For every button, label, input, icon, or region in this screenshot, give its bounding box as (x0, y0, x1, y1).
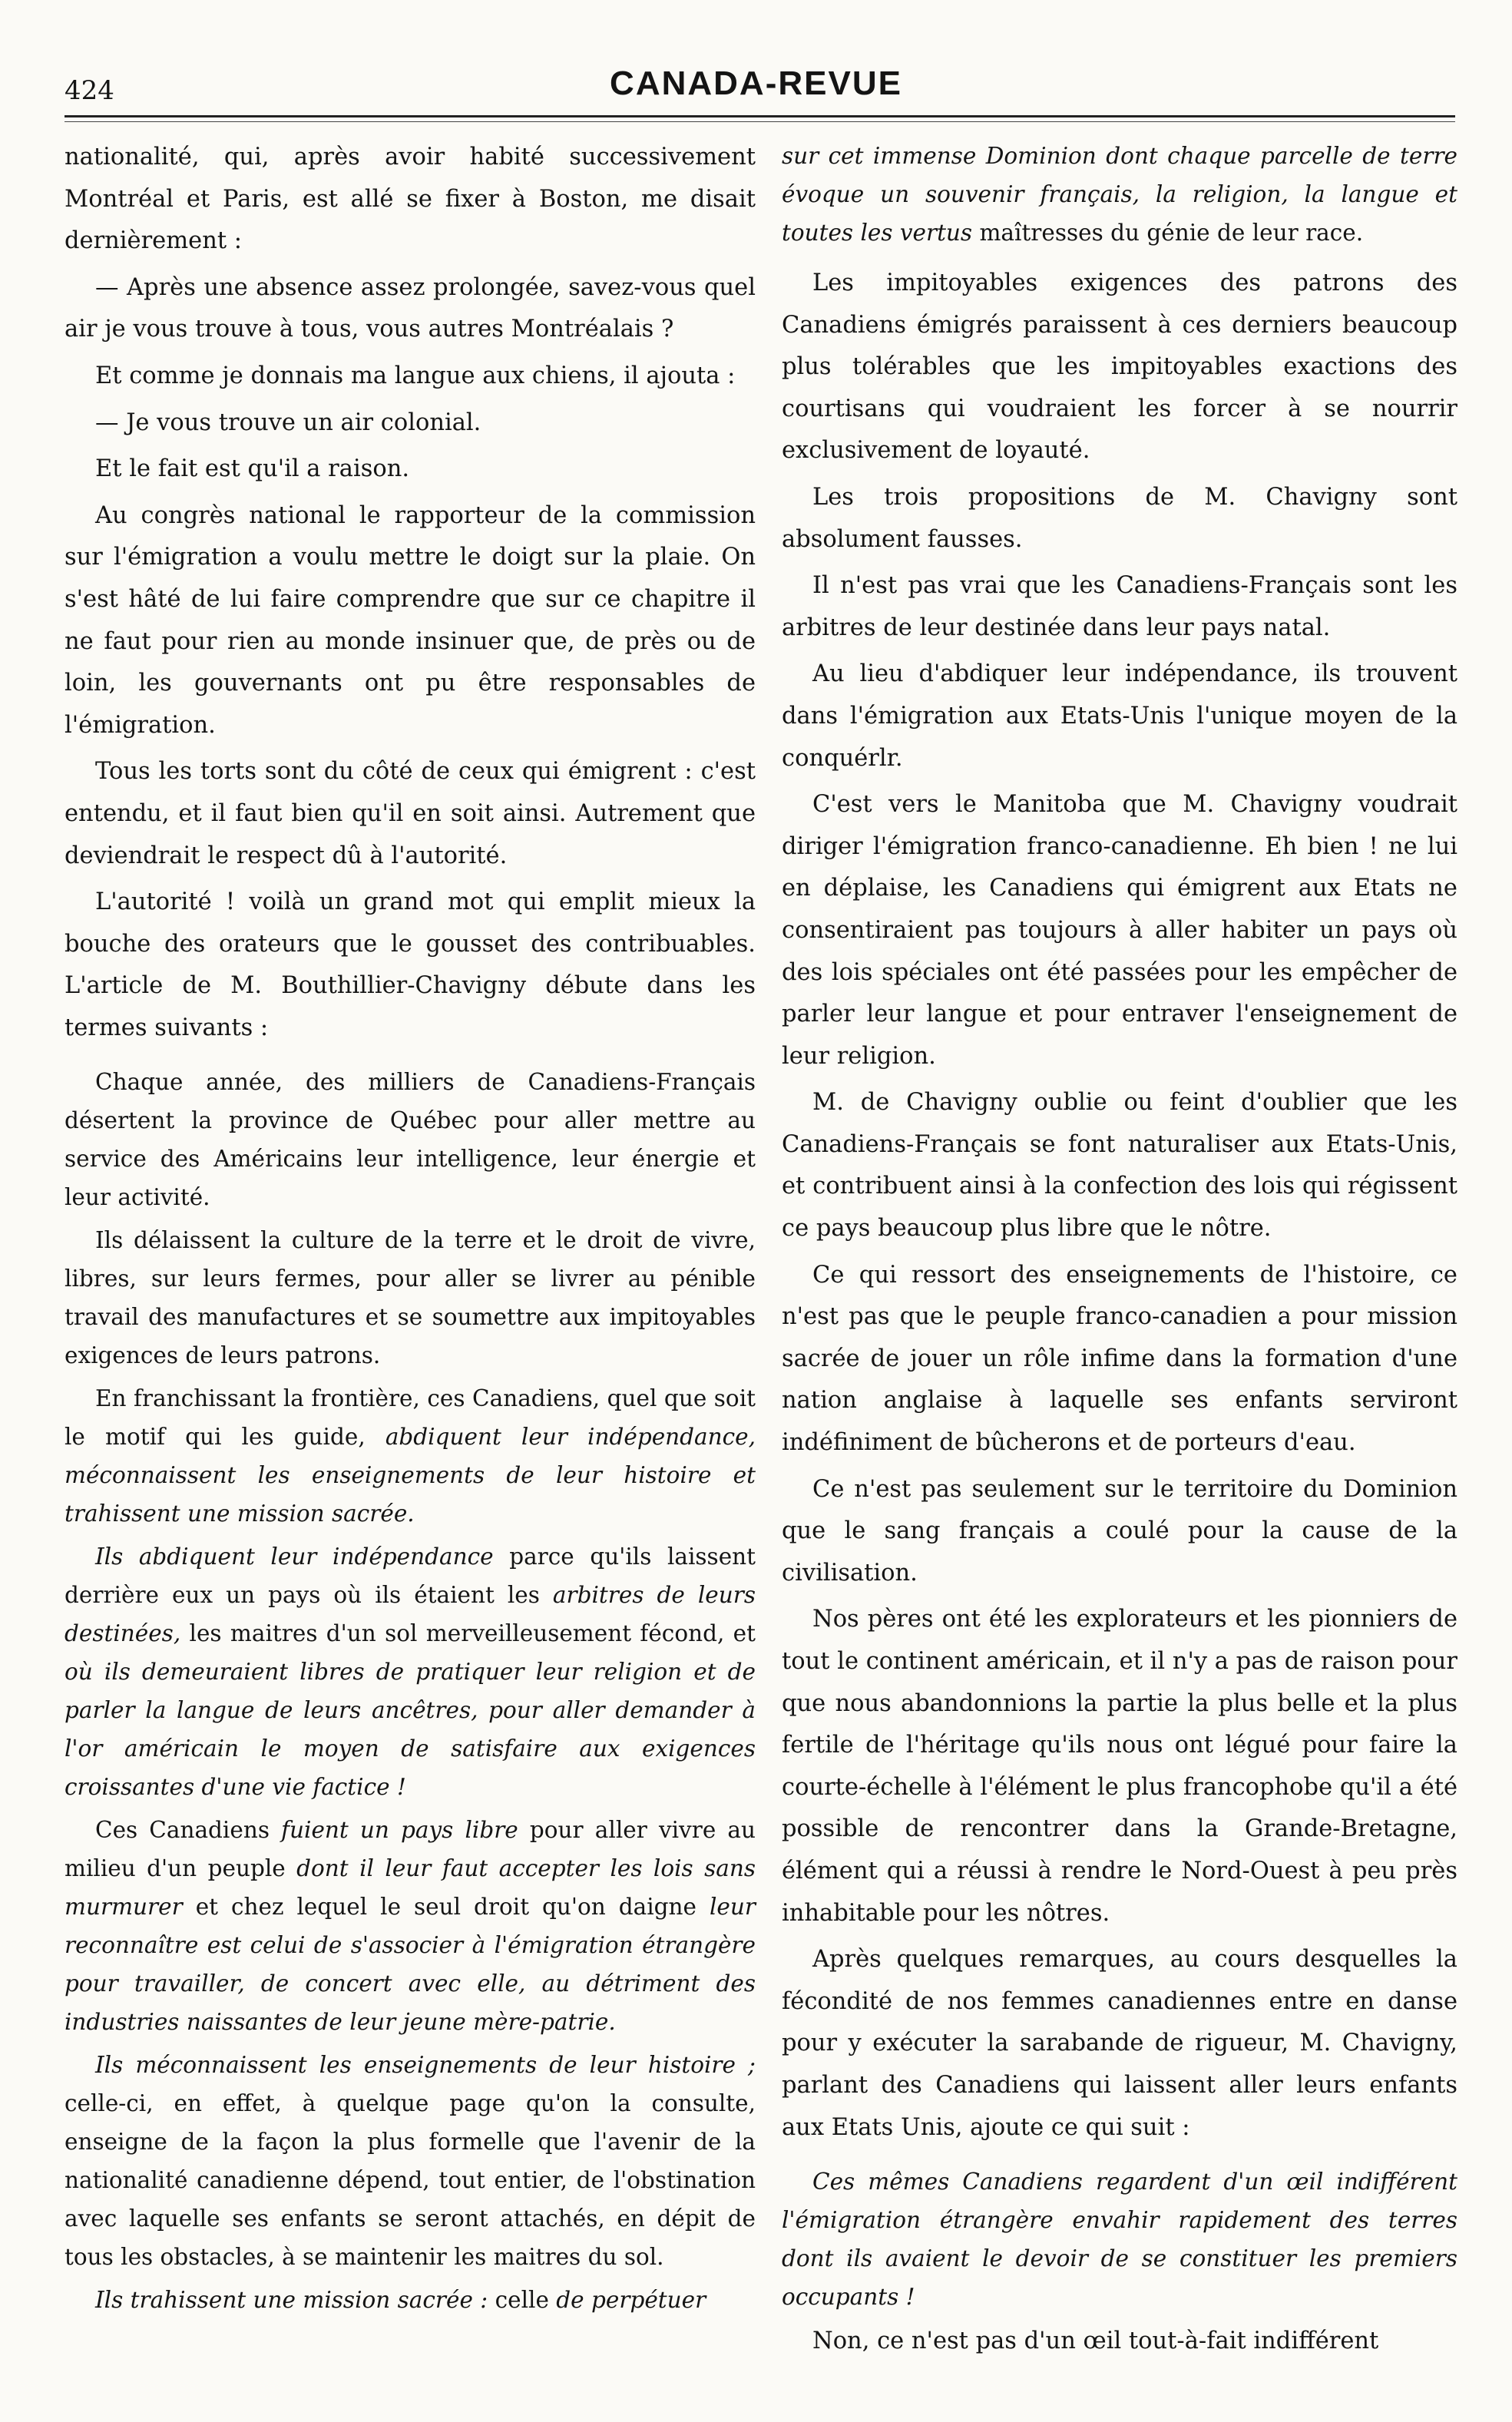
quote-italic: fuient un pays libre (281, 1817, 518, 1844)
quote-italic: dont il leur faut accepter les lois sans murmurer (65, 1855, 756, 1921)
page-number: 424 (65, 75, 114, 106)
quote-text: celle-ci, en effet, à quelque page qu'on la consulte, enseigne de la façon la plus formelle que l'avenir de la nationalité canadienne dépend, tout entier, de l'obstination avec laquelle ses enfants se seront attachés, en dépit de tous les obstacles, à se maintenir les maitres du sol. (65, 2090, 756, 2271)
paragraph: M. de Chavigny oublie ou feint d'oublier que les Canadiens-Français se font naturaliser aux Etats-Unis, et contribuent ainsi à la confection des lois qui régissent ce pays beaucoup plus libre que le nôtre. (782, 1089, 1457, 1242)
paragraph: — Je vous trouve un air colonial. (95, 409, 481, 436)
header-rule-thin (65, 121, 1455, 122)
paragraph: nationalité, qui, après avoir habité successivement Montréal et Paris, est allé se fixer à Boston, me disait dernièrement : (65, 144, 756, 255)
quote-italic: leur reconnaître est celui de s'associer à l'émigration étrangère pour travailler, de concert avec elle, au détriment des industries naissantes de leur jeune mère-patrie. (65, 1894, 756, 2036)
paragraph: Après quelques remarques, au cours desquelles la fécondité de nos femmes canadiennes entre en danse pour y exécuter la sarabande de rigueur, M. Chavigny, parlant des Canadiens qui laissent aller leurs enfants aux Etats Unis, ajoute ce qui suit : (782, 1946, 1457, 2141)
left-column (65, 137, 756, 2324)
header-rule (65, 115, 1455, 117)
right-column (782, 137, 1457, 2367)
paragraph: L'autorité ! voilà un grand mot qui emplit mieux la bouche des orateurs que le gousset des contribuables. L'article de M. Bouthillier-Chavigny débute dans les termes suivants : (65, 888, 756, 1041)
quote-paragraph: Ils délaissent la culture de la terre et le droit de vivre, libres, sur leurs fermes, pour aller se livrer au pénible travail des manufactures et se soumettre aux impitoyables exigences de leurs patrons. (65, 1227, 756, 1369)
quote-paragraph (65, 2281, 756, 2319)
quote-italic: abdiquent leur indépendance, méconnaissent les enseignements de leur histoire et trahissent une mission sacrée. (65, 1424, 756, 1527)
quote-text: parce qu'ils laissent derrière eux un pays où ils étaient les (65, 1544, 756, 1609)
paragraph: Tous les torts sont du côté de ceux qui émigrent : c'est entendu, et il faut bien qu'il en soit ainsi. Autrement que deviendrait le respect dû à l'autorité. (65, 758, 756, 869)
paragraph: Il n'est pas vrai que les Canadiens-Français sont les arbitres de leur destinée dans leur pays natal. (782, 572, 1457, 641)
quote-italic: arbitres de leurs destinées, (65, 1582, 756, 1647)
quote-italic: sur cet immense Dominion dont chaque parcelle de terre évoque un souvenir français, la religion, la langue et toutes les vertus (782, 143, 1457, 246)
quote-text: maîtresses du génie de leur race. (972, 220, 1364, 246)
paragraph: Les impitoyables exigences des patrons des Canadiens émigrés paraissent à ces derniers beaucoup plus tolérables que les impitoyables exactions des courtisans qui voudraient les forcer à se nourrir exclusivement de loyauté. (782, 270, 1457, 465)
running-title: CANADA-REVUE (610, 65, 902, 102)
quote-italic: Ils abdiquent leur indépendance (95, 1544, 494, 1570)
quote-text: pour aller vivre au milieu d'un peuple (65, 1817, 756, 1882)
paragraph: — Après une absence assez prolongée, savez-vous quel air je vous trouve à tous, vous autres Montréalais ? (65, 273, 756, 343)
paragraph: C'est vers le Manitoba que M. Chavigny voudrait diriger l'émigration franco-canadienne. Eh bien ! ne lui en déplaise, les Canadiens qui émigrent aux Etats ne consentiraient pas toujours à aller habiter un pays où des lois spéciales ont été passées pour les empêcher de parler leur langue et pour entraver l'enseignement de leur religion. (782, 791, 1457, 1070)
paragraph: Et comme je donnais ma langue aux chiens, il ajouta : (95, 362, 736, 389)
paragraph: Ce n'est pas seulement sur le territoire du Dominion que le sang français a coulé pour la cause de la civilisation. (782, 1475, 1457, 1587)
quote-paragraph (65, 1537, 756, 1806)
quote-italic: Ces mêmes Canadiens regardent d'un œil indifférent l'émigration étrangère envahir rapidement des terres dont ils avaient le devoir de se constituer les premiers occupants ! (782, 2169, 1457, 2311)
paragraph: Au congrès national le rapporteur de la commission sur l'émigration a voulu mettre le doigt sur la plaie. On s'est hâté de lui faire comprendre que sur ce chapitre il ne faut pour rien au monde insinuer que, de près ou de loin, les gouvernants ont pu être responsables de l'émigration. (65, 501, 756, 739)
quote-paragraph (65, 1379, 756, 1533)
paragraph: Au lieu d'abdiquer leur indépendance, ils trouvent dans l'émigration aux Etats-Unis l'unique moyen de la conquérlr. (782, 660, 1457, 772)
paragraph: Et le fait est qu'il a raison. (95, 455, 410, 483)
quote-italic: où ils demeuraient libres de pratiquer leur religion et de parler la langue de leurs ancêtres, pour aller demander à l'or américain le moyen de satisfaire aux exigences croissantes d'une vie factice ! (65, 1659, 756, 1801)
quote-text: et chez lequel le seul droit qu'on daigne (182, 1894, 710, 1921)
quote-paragraph (782, 137, 1457, 252)
quote-text: les maitres d'un sol merveilleusement fécond, et (180, 1620, 756, 1647)
quote-text: Ces Canadiens (95, 1817, 282, 1844)
quote-paragraph (782, 2162, 1457, 2316)
quote-paragraph: Chaque année, des milliers de Canadiens-Français désertent la province de Québec pour aller mettre au service des Américains leur intelligence, leur énergie et leur activité. (65, 1069, 756, 1211)
quote-text: En franchissant la frontière, ces Canadiens, quel que soit le motif qui les guide, (65, 1385, 756, 1451)
paragraph: Non, ce n'est pas d'un œil tout-à-fait indifférent (812, 2328, 1379, 2355)
quote-text: celle (488, 2287, 557, 2314)
paragraph: Les trois propositions de M. Chavigny sont absolument fausses. (782, 483, 1457, 553)
quote-paragraph (65, 2046, 756, 2276)
quote-paragraph (65, 1811, 756, 2041)
paragraph: Nos pères ont été les explorateurs et les pionniers de tout le continent américain, et il n'y a pas de raison pour que nous abandonnions la partie la plus belle et la plus fertile de l'héritage qu'ils nous ont légué pour faire la courte-échelle à l'élément le plus francophobe qu'il a été possible de rencontrer dans la Grande-Bretagne, élément qui a réussi à rendre le Nord-Ouest à peu près inhabitable pour les nôtres. (782, 1606, 1457, 1927)
quote-italic: Ils méconnaissent les enseignements de leur histoire ; (95, 2052, 756, 2079)
quote-italic: Ils trahissent une mission sacrée : (95, 2287, 488, 2314)
paragraph: Ce qui ressort des enseignements de l'histoire, ce n'est pas que le peuple franco-canadien a pour mission sacrée de jouer un rôle infime dans la formation d'une nation anglaise à laquelle ses enfants serviront indéfiniment de bûcherons et de porteurs d'eau. (782, 1261, 1457, 1457)
quote-italic: de perpétuer (556, 2287, 706, 2314)
